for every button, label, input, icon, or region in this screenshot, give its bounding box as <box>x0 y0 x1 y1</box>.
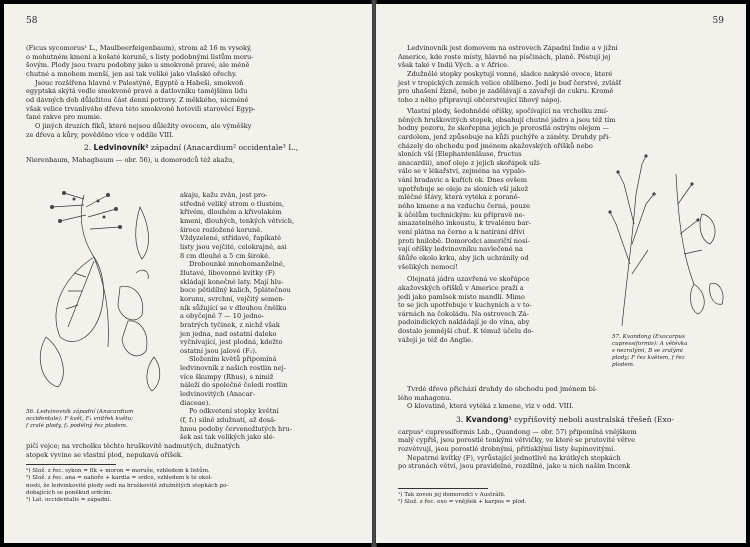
text-line: pičí vejce; na vrcholku těchto hruškovitě nadmutých, dužnatých <box>26 442 240 450</box>
heading-name: Kvandong¹ <box>465 414 512 424</box>
text-line: však velice trvanlivého dřeva této smokvoně hotovili starověcí Egyp- <box>26 104 256 113</box>
right-wide-lines <box>398 107 732 150</box>
heading-name: Ledvinovník² <box>93 143 149 153</box>
text-line: (f, f₁) silně zdužnatí, až dosá- <box>180 416 277 425</box>
text-line: vání bradavic a kuřích ok. Dnes ovšem <box>398 175 528 184</box>
text-line: jest v tropických zemích velice oblíbeno. Jedí je buď čerstvé, zvlášť <box>398 78 622 87</box>
text-line: Vždyzelené, střídavé, řapíkaté <box>180 234 282 243</box>
text-line: lého mahagonu. <box>398 393 452 402</box>
text-line: Ledvinovník jest domovem na ostrovech Západní Indie a v jižní <box>407 44 618 52</box>
text-line: 8 cm dlouhé a 5 cm široké. <box>180 251 271 260</box>
footnote-rule <box>398 488 488 489</box>
text-line: šovým. Plody jsou tvaru podobny jako u smokvoně pravé, ale méně <box>26 61 250 70</box>
text-line: středně veliký strom o tlustém, <box>180 199 285 208</box>
text-line: Americe, kde roste místy, hlavně na písčinách, planě. Pěstují jej <box>398 52 611 61</box>
text-line: Nepatrné kvítky (F), vyrůstající jednotlivě na krátkých stopkách <box>407 453 621 462</box>
text-line: (Ficus sycomorus¹ L., Maulbeerfeigenbaum), strom až 16 m vysoký, <box>26 44 252 52</box>
text-line: cardolem, jenž způsobuje na kůži puchýře a záněty. Druhdy při- <box>398 132 611 141</box>
text-line: Olejnatá jádra uzavřená ve skořápce <box>407 275 530 284</box>
text-line: vyčnívající, jest plodná, kdežto <box>180 338 283 347</box>
text-line: egyptská skýtá vedle smokvoně pravé a datlovníku tamějšímu lidu <box>26 87 248 96</box>
text-line: Nierenbaum, Mahagbaum — obr. 56), u domorodců též akažu, <box>26 155 235 164</box>
kvandong-illustration <box>602 154 732 330</box>
text-line: šňůře okolo krku, aby jich uchránily od <box>398 253 529 262</box>
right-page <box>376 4 746 543</box>
text-line: křivém, dlouhém a křivolakém <box>180 208 282 217</box>
text-line: všelikých nemocí! <box>398 262 458 271</box>
text-line: mléčné šťávy, která vytéká z poraně- <box>398 193 520 202</box>
text-line: vážejí je též do Anglie. <box>398 335 474 344</box>
right-after-text <box>398 385 732 471</box>
text-line: smazatelného inkoustu, k trvalému bar- <box>398 219 531 228</box>
text-line: šek asi tak velikých jako slé- <box>180 433 275 442</box>
text-line: Vlastní plody, šedohnědé oříšky, spočívající na vrcholku zmí- <box>407 107 609 115</box>
section-heading: 3. Kvandong¹ cypřišovitý neboli australská třešeň (Exo- <box>456 414 674 424</box>
text-line: k účelům technickým: ku přípravě ne- <box>398 210 525 219</box>
text-line: něných hruškovitých stopek, obsahují chutné jádro a jsou též tím <box>398 115 616 124</box>
text-line: Po odkvetení stopky květní <box>189 407 279 416</box>
right-column-text <box>398 150 594 344</box>
figure-caption: 56. Ledvinovník západní (Anacardium occidentale). F květ, F₁ vnitřek květu; f zralé plody, f₁ podélný řez plodem. <box>26 409 134 429</box>
text-line: proti hnilobě. Domorodci američtí nosí- <box>398 236 530 245</box>
text-line: chutné a mnohem menší, jen asi tak veliké jako vlašské ořechy. <box>26 69 237 78</box>
text-line: toho z něho připravují občerstvující lihový nápoj. <box>398 95 562 104</box>
text-line: skládají konečné laty. Mají hlu- <box>180 277 284 286</box>
text-line: korunu, svrchní, vejčitý semen- <box>180 294 285 303</box>
left-page <box>4 4 372 543</box>
text-line: pro uhašení žízně, nebo je zadělávají a zavařejí do cukru. Kromě <box>398 87 614 96</box>
text-line: jedí jako pamlsek místo mandlí. Mimo <box>398 292 525 301</box>
left-column-text <box>180 191 356 442</box>
text-line: a obyčejně 7 — 10 jedno- <box>180 312 264 321</box>
text-line: ného kmene a na vzduchu černá, pouze <box>398 201 531 210</box>
footnote-rule <box>26 464 116 465</box>
text-line: upotřebuje se oleje ze sloních vší jakož <box>398 184 529 193</box>
text-line: O klovatině, která vytéká z kmene, viz v odd. VIII. <box>407 402 574 411</box>
text-line: jen jedna, nad ostatní daleko <box>180 329 277 338</box>
text-line: Drobounké mnohomanželné, <box>189 260 285 269</box>
text-line: vení plátna na černo a k natírání dřívi <box>398 227 525 236</box>
text-line: diaceae). <box>180 398 211 407</box>
text-line: hodny pozoru, že skořepina jejich je prorostlá ostrým olejem — <box>398 124 610 133</box>
footnotes: ¹) Tak zovou jej domorodci v Austrálii. ²) Slož. z řec. exo = vnějšek + karpos = plod. <box>398 492 527 506</box>
text-line: více škumpy (Rhus), s nimiž <box>180 372 274 381</box>
text-line: sloních vší (Elephantenläuse, fructus <box>398 150 522 158</box>
text-line: dostalo jemnější chuť. K témuž účelu do- <box>398 327 534 336</box>
text-line: rozvětvují, jsou porostlé drobnými, přitisklými listy šupinovitými. <box>398 444 616 453</box>
text-line: ostatní jsou jalové (F₁). <box>180 346 258 355</box>
text-line: náleží do společné čeledi rostlin <box>180 381 288 390</box>
text-line: hnou podoby červenožlutých hru- <box>180 424 292 433</box>
text-line: kmeni, dlouhých, tenkých větvích, <box>180 216 295 225</box>
text-line: od dávných dob důležitou část denní potravy. Z měkkého, nicméně <box>26 95 249 104</box>
text-line: O jiných druzích fíků, které nejsou důležity ovocem, ale výměšky <box>35 121 252 130</box>
page-number: 58 <box>26 16 38 26</box>
text-line: akaju, kažu zvân, jest pro- <box>180 191 268 199</box>
text-line: bratrých tyčinek, z nichž však <box>180 320 280 329</box>
text-line: Jsouc rozšířena hlavně v Palestýně, Egyptě a Habeši, smokvoň <box>35 78 244 87</box>
text-line: akažovských oříšků v Americe praží a <box>398 283 524 292</box>
text-line: stopek vyvine se vlastní plod, nepukavá oříšek. <box>26 450 183 459</box>
left-bottom-text <box>26 442 356 459</box>
right-top-text <box>398 44 732 105</box>
text-line: várnách na čokoládu. Na ostrovech Zá- <box>398 309 529 318</box>
text-line: o mohutném kmeni a košaté koruně, s listy podobnými listům moru- <box>26 52 254 61</box>
text-line: padoindických nakládají je do vína, aby <box>398 318 530 327</box>
text-line: malý cypřiš, jsou porostlé tenkými větvičky, ve které se prutovité větve <box>398 436 636 445</box>
text-line: ťané rakve pro mumie. <box>26 113 102 122</box>
text-line: válo se v lékařství, zejména na vypalo- <box>398 167 527 176</box>
text-line: boce pětidílný kalich, 5plátečnou <box>180 286 291 295</box>
figure-caption: 57. Kvandong (Exocarpus cupressiformis): A větévka s nezralými, B se zralými plody; F řez květem, f řez plodem. <box>612 334 688 368</box>
text-line: vají oříšky ledvinovníku navlečené na <box>398 245 523 254</box>
text-line: ledvinovník z našich rostlin nej- <box>180 364 286 373</box>
page-number: 59 <box>712 16 724 26</box>
text-line: ledvinovitých (Anacar- <box>180 390 256 399</box>
section-heading: 2. Ledvinovník² západní (Anacardium² occidentale³ L., <box>83 143 299 153</box>
text-line: široce rozložené koruně. <box>180 225 263 234</box>
text-line: Zdužnělé stopky poskytují vonné, sladce nakyslé ovoce, které <box>407 69 613 78</box>
text-line: po stranách větví, jsou pravidelné, rozdílné, jako u nich naším Incenk <box>398 462 631 471</box>
footnotes: ¹) Slož. z řec. sykon = fík + moron = moruše, vzhledem k listům. ²) Slož. z řec. ana = nahoře + kardia = srdce, vzhledem k té okol- nosti, že ledvinkovité plody sedí na hruškovitě zdužnělých stopkách po- dobajících se poněkud srdcím. ³) Lat. occidentalis = západní. <box>26 468 229 504</box>
text-line: listy jsou vejčité, celokrajné, asi <box>180 242 287 251</box>
text-line: Tvrdé dřevo přichází druhdy do obchodu pod jménem bí- <box>407 385 598 393</box>
text-line: ze dřeva a kůry, pověděno více v oddíle VIII. <box>26 130 174 139</box>
text-line: carpus² cupressiformis Lab., Quandong — obr. 57) připomíná vnějškem <box>398 427 637 436</box>
text-line: žlutavé, libovonné kvítky (F) <box>180 268 275 277</box>
text-line: však také v Indii Vých. a v Africe. <box>398 61 510 70</box>
text-line: to se jich upotřebuje v kuchyních a v to- <box>398 301 532 310</box>
text-line: anacardii), anof oleje z jejich skořápek uží- <box>398 158 542 167</box>
text-line: cházely do obchodu pod jménem akažovských oříšků nebo <box>398 141 593 150</box>
cashew-illustration <box>24 187 172 409</box>
left-top-text <box>26 44 356 165</box>
text-line: ník sůžující se v dlouhou čnělku <box>180 303 287 312</box>
text-line: Složením květů připomíná <box>189 355 277 364</box>
